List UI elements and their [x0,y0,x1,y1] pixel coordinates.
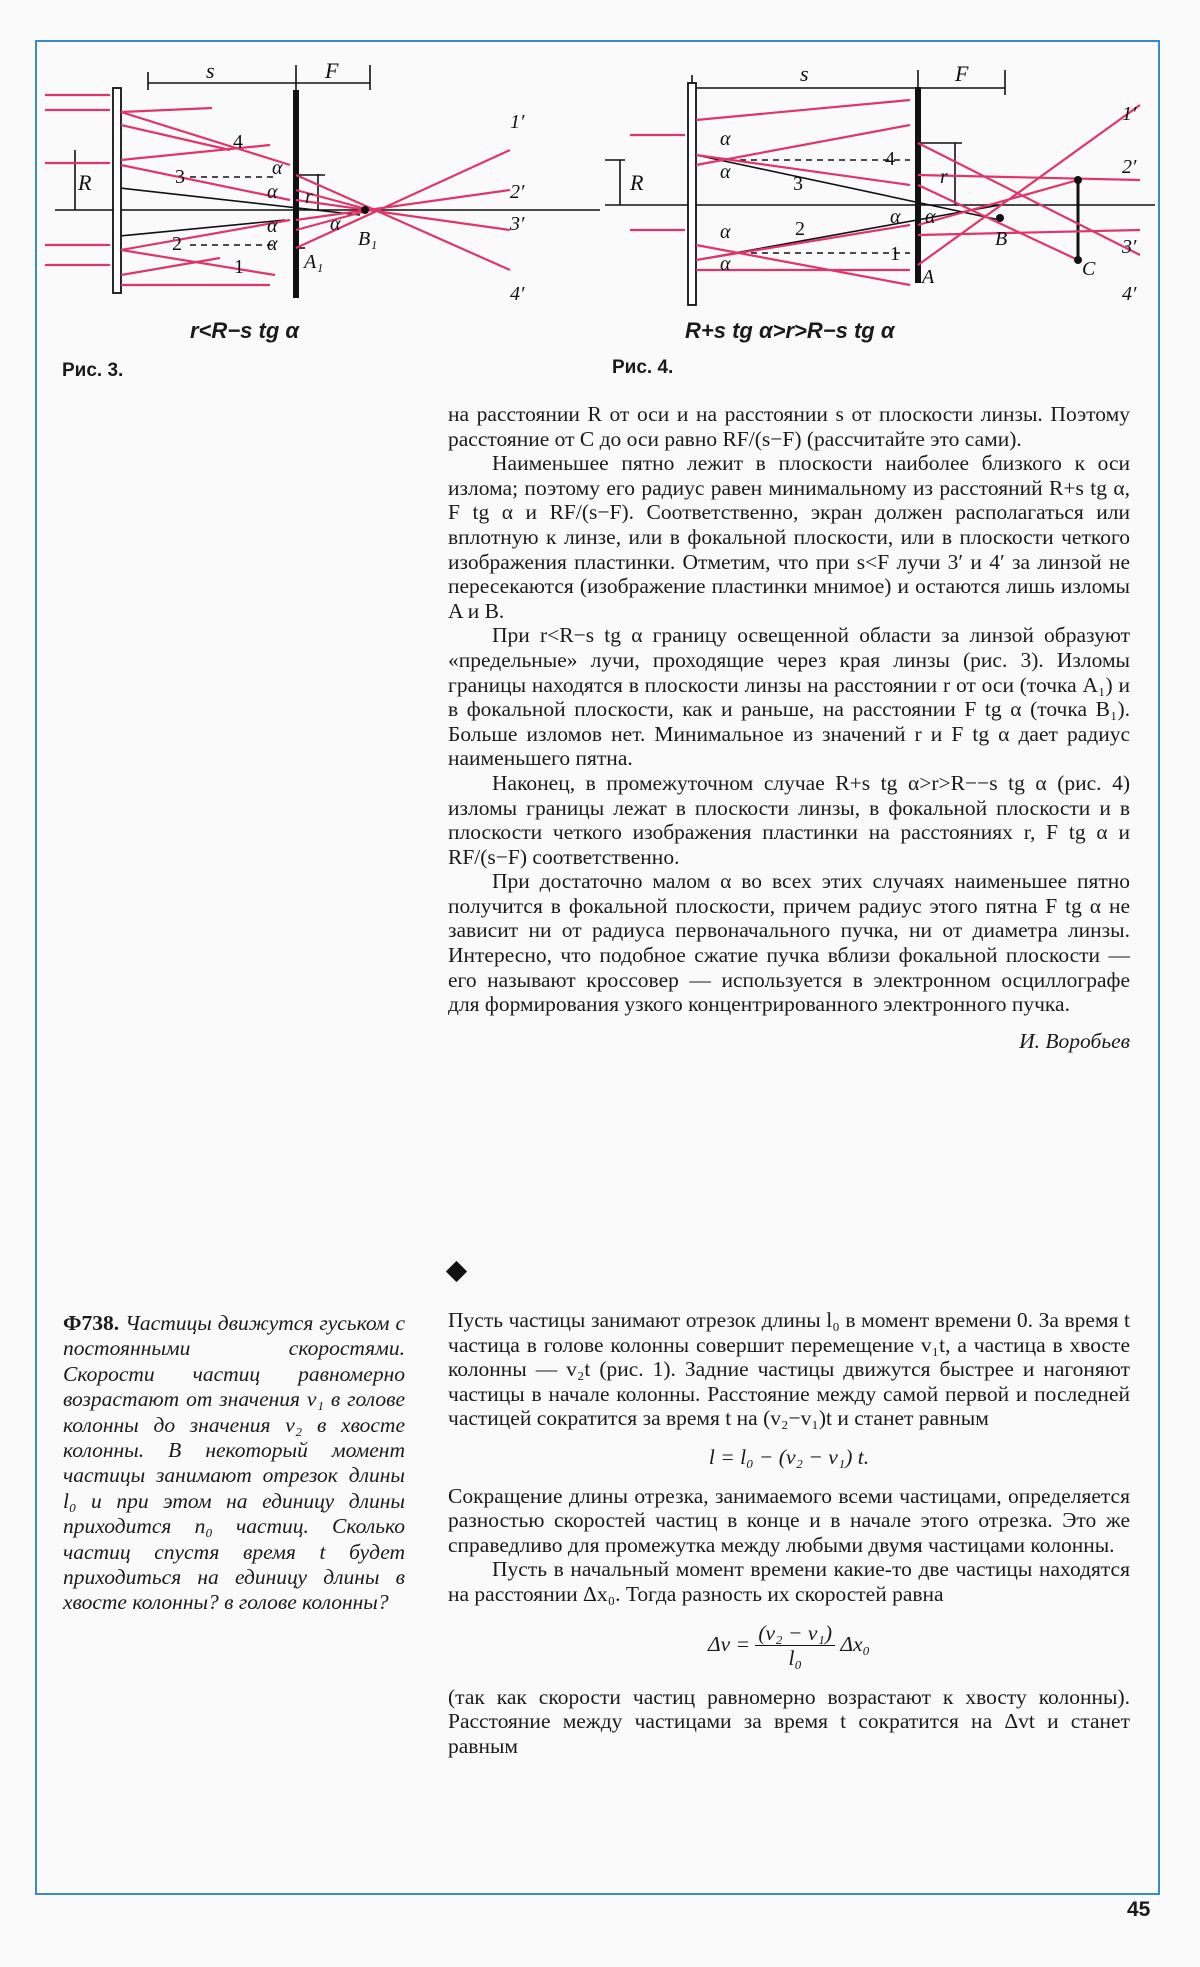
fig4-label-B: B [995,228,1008,250]
fig4-label-ray2: 2 [795,218,805,240]
problem-number: Ф738. [63,1311,120,1335]
formula2-fraction [755,1621,835,1671]
fig4-label-r: r [940,166,948,188]
fig3-label-alpha-4: α [267,233,278,255]
article-paragraph-4: Наконец, в промежуточном случае R+s tg α>r>R−−s tg α (рис. 4) изломы границы лежат в плоскости линзы, в фокальной плоскости и в плоскости четкого изображения пластинки на расстояниях r, F tg α и RF/(s−F) соответственно. [448,770,1130,869]
fig3-label-out4: 4′ [510,283,525,305]
fig4-label-A: A [922,266,935,288]
fig3-label-F: F [325,58,339,83]
fig4-label-R: R [630,170,644,195]
solution-column [448,1308,1130,1759]
fig4-label-ray1: 1 [890,243,900,265]
article-paragraph-3: При r<R−s tg α границу освещенной области за линзой образуют «предельные» лучи, проходящие через края линзы (рис. 3). Изломы границы находятся в плоскости линзы на расстоянии r от оси (точка A₁) и в фокальной плоскости, как и раньше, на расстоянии F tg α (точка B₁). Больше изломов нет. Минимальное из значений r и F tg α дает радиус наименьшего пятна. [448,623,1130,771]
fig3-label-s: s [206,58,215,83]
fig3-label-ray2: 2 [172,233,182,255]
article-paragraph-5: При достаточно малом α во всех этих случаях наименьшее пятно получится в фокальной плоскости, причем радиус этого пятна F tg α не зависит ни от радиуса первоначального пучка, ни от диаметра линзы. Интересно, что подобное сжатие пучка вблизи фокальной плоскости — его называют кроссовер — используется в электронном осциллографе для формирования узкого концентрированного электронного пучка. [448,869,1130,1017]
fig3-label-R: R [78,170,92,195]
problem-f738 [63,1311,405,1616]
fig3-caption: Рис. 3. [62,360,124,381]
fig3-label-alpha-3: α [267,215,278,237]
fig3-label-ray4: 4 [233,131,243,153]
fig3-label-B1: B₁ [358,228,378,250]
fig3-label-ray1: 1 [234,256,244,278]
fig4-label-alpha-3: α [720,221,731,243]
fig4-label-s: s [800,61,809,86]
fig3-label-alpha: α [272,157,283,179]
solution-paragraph-3: Пусть в начальный момент времени какие-то две частицы находятся на расстоянии Δx₀. Тогда разность их скоростей равна [448,1557,1130,1606]
formula2-left: Δv = [707,1631,751,1656]
formula2-numerator: (v₂ − v₁) [755,1621,835,1647]
fig3-label-out3: 3′ [510,213,525,235]
fig4-condition: R+s tg α>r>R−s tg α [685,318,895,343]
fig3-label-out1: 1′ [510,111,525,133]
fig4-label-out4: 4′ [1122,283,1137,305]
article-signature: И. Воробьев [1019,1028,1130,1053]
fig3-label-A1: A₁ [304,251,324,273]
solution-formula-1: l = l₀ − (v₂ − v₁) t. [708,1444,870,1469]
fig3-label-alpha-2: α [267,181,278,203]
fig4-label-F: F [955,61,969,86]
article-paragraph-1: на расстоянии R от оси и на расстоянии s от плоскости линзы. Поэтому расстояние от C до оси равно RF/(s−F) (рассчитайте это сами). [448,402,1130,451]
fig3-label-out2: 2′ [510,181,525,203]
fig3-label-alpha-5: α [330,213,341,235]
figure-4 [600,55,1160,340]
solution-paragraph-2: Сокращение длины отрезка, занимаемого всеми частицами, определяется разностью скоростей частиц в конце и в начале этого отрезка. Это же справедливо для промежутка между любыми двумя частицами колонны. [448,1483,1130,1557]
formula2-right: Δx₀ [840,1631,871,1656]
fig4-label-ray3: 3 [793,173,803,195]
fig4-label-alpha-2: α [720,161,731,183]
fig3-label-ray3: 3 [175,166,185,188]
fig3-label-r: r [305,186,313,208]
solution-paragraph-1: Пусть частицы занимают отрезок длины l₀ в момент времени 0. За время t частица в голове колонны совершит перемещение v₁t, а частица в хвосте колонны — v₂t (рис. 1). Задние частицы движутся быстрее и нагоняют частицы в начале колонны. Расстояние между самой первой и последней частицей сократится за время t на (v₂−v₁)t и станет равным [448,1308,1130,1431]
fig4-label-alpha-5: α [890,206,901,228]
fig4-label-alpha-6: α [925,206,936,228]
article-paragraph-2: Наименьшее пятно лежит в плоскости наиболее близкого к оси излома; поэтому его радиус равен минимальному из расстояний R+s tg α, F tg α и RF/(s−F). Соответственно, экран должен располагаться или вплотную к линзе, или в фокальной плоскости, или в плоскости четкого изображения пластинки. Отметим, что при s<F лучи 3′ и 4′ за линзой не пересекаются (изображение пластинки мнимое) и остаются лишь изломы A и B. [448,451,1130,623]
fig4-label-out2: 2′ [1122,156,1137,178]
fig3-condition: r<R−s tg α [190,318,300,343]
fig4-label-alpha: α [720,128,731,150]
fig4-caption: Рис. 4. [612,357,674,378]
formula2-denominator: l₀ [788,1646,802,1671]
fig4-label-out3: 3′ [1122,236,1137,258]
solution-formula-2 [448,1621,1130,1671]
fig4-label-out1: 1′ [1122,103,1137,125]
figure-3 [40,50,620,340]
solution-paragraph-4: (так как скорости частиц равномерно возрастают к хвосту колонны). Расстояние между частицами за время t сократится на Δvt и станет равным [448,1684,1130,1758]
fig4-label-alpha-4: α [720,253,731,275]
fig4-label-C: C [1082,258,1096,280]
problem-text: Частицы движутся гуськом с постоянными скоростями. Скорости частиц равномерно возрастают от значения v₁ в голове колонны до значения v₂ в хвосте колонны. В некоторый момент частицы занимают отрезок длины l₀ и при этом на единицу длины приходится n₀ частиц. Сколько частиц спустя время t будет приходиться на единицу длины в хвосте колонны? в голове колонны? [63,1311,406,1615]
page-number: 45 [1127,1898,1151,1921]
fig4-label-ray4: 4 [885,148,895,170]
article-column [448,402,1130,1053]
